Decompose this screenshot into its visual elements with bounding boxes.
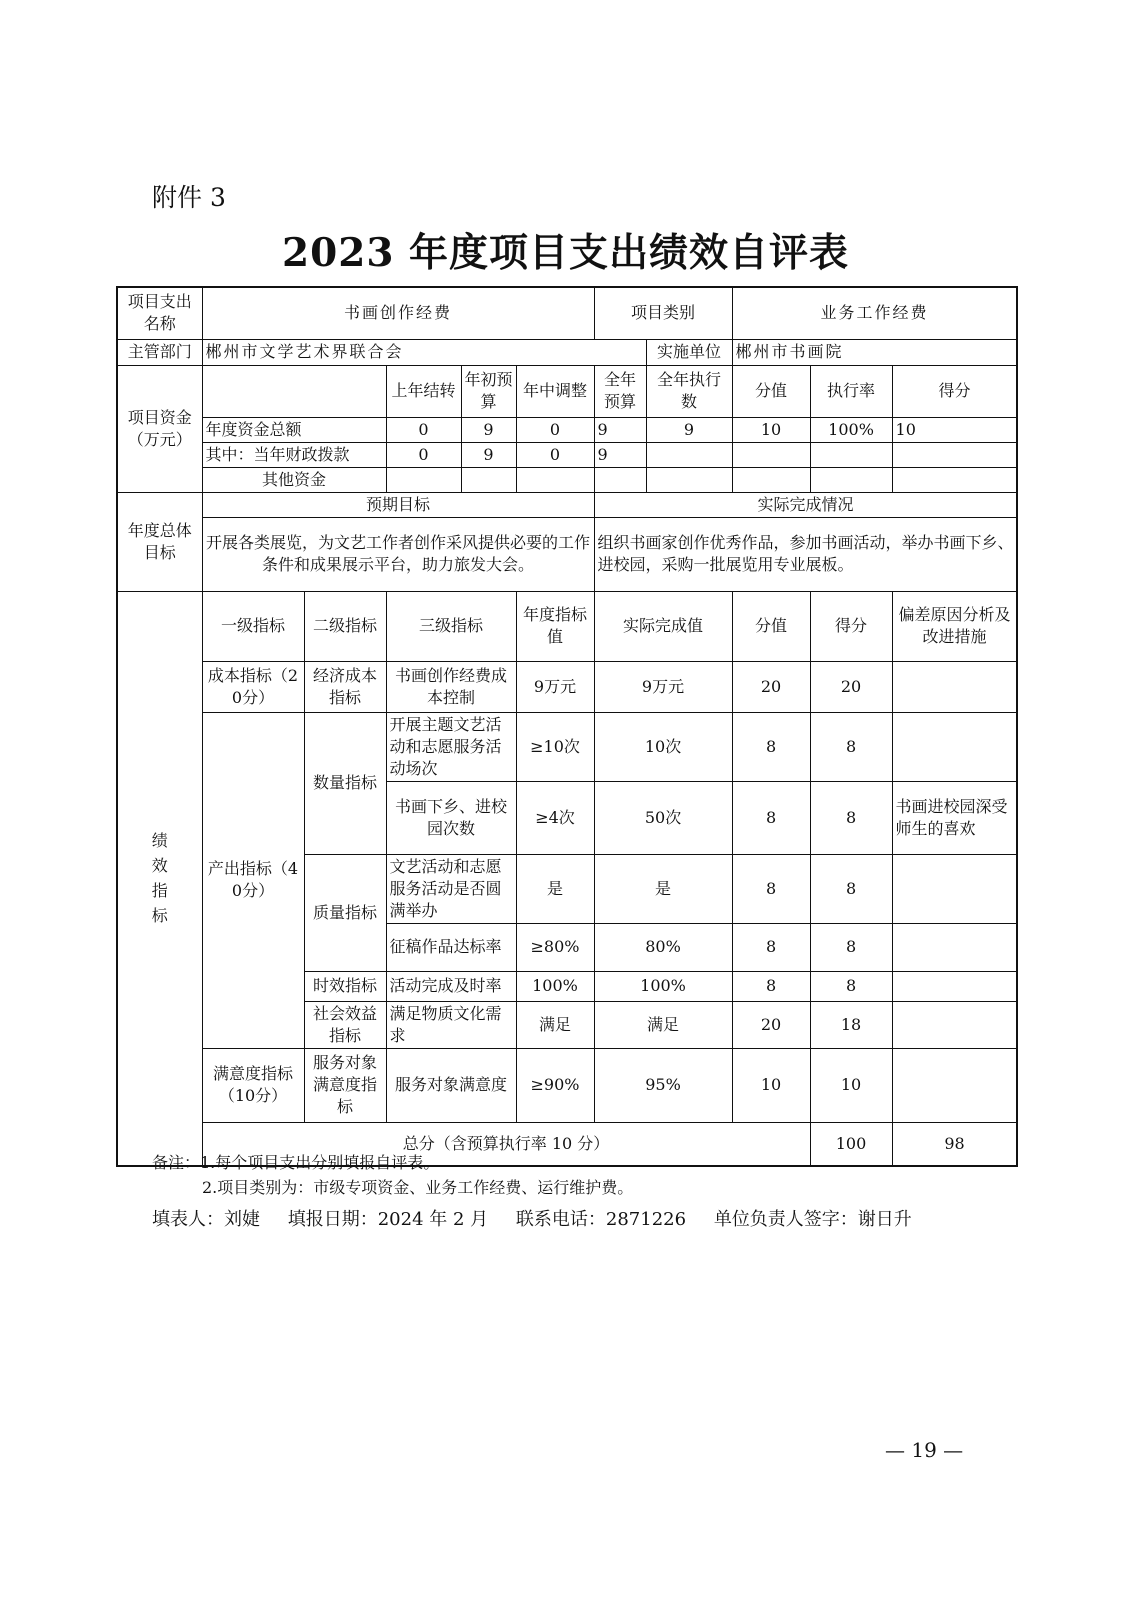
funds-cell: 9 [594, 417, 646, 442]
perf-reason [892, 971, 1017, 1001]
notes [152, 1150, 633, 1200]
perf-l3: 活动完成及时率 [386, 971, 516, 1001]
perf-actual: 80% [594, 923, 732, 971]
funds-cell [732, 442, 810, 467]
perf-reason: 书画进校园深受师生的喜欢 [892, 781, 1017, 854]
perf-l3: 征稿作品达标率 [386, 923, 516, 971]
fill-date: 填报日期：2024 年 2 月 [287, 1209, 489, 1230]
total-score: 100 [810, 1122, 892, 1166]
footer-info [152, 1205, 934, 1231]
perf-got: 8 [810, 923, 892, 971]
funds-cell: 0 [386, 442, 461, 467]
perf-got: 8 [810, 712, 892, 781]
perf-l3: 开展主题文艺活动和志愿服务活动场次 [386, 712, 516, 781]
goal-actual-label: 实际完成情况 [594, 492, 1017, 517]
header-row-name [117, 287, 1017, 339]
self-evaluation-table [116, 286, 1018, 1167]
note-line-1: 备注：1.每个项目支出分别填报自评表。 [152, 1153, 440, 1172]
funds-cell: 9 [461, 442, 516, 467]
funds-col-3: 全年预算 [594, 365, 646, 417]
funds-row-other [117, 467, 1017, 492]
header-row-dept [117, 339, 1017, 365]
perf-target: 9万元 [516, 661, 594, 712]
perf-label [117, 591, 202, 1166]
perf-got: 10 [810, 1048, 892, 1122]
project-type-label: 项目类别 [594, 287, 732, 339]
funds-row-label: 其中：当年财政拨款 [202, 442, 386, 467]
perf-l1-satisfaction: 满意度指标（10分） [202, 1048, 304, 1122]
perf-col-score: 分值 [732, 591, 810, 661]
funds-cell [810, 467, 892, 492]
perf-reason [892, 1048, 1017, 1122]
perf-reason [892, 1001, 1017, 1048]
table-row [117, 712, 1017, 781]
funds-col-4: 全年执行数 [646, 365, 732, 417]
perf-target: 是 [516, 854, 594, 923]
funds-header-row [117, 365, 1017, 417]
funds-cell [646, 467, 732, 492]
funds-cell: 9 [461, 417, 516, 442]
funds-cell [810, 442, 892, 467]
perf-l2-satisfaction: 服务对象满意度指标 [304, 1048, 386, 1122]
funds-col-0: 上年结转 [386, 365, 461, 417]
perf-col-target: 年度指标值 [516, 591, 594, 661]
funds-cell: 10 [892, 417, 1017, 442]
perf-score: 20 [732, 1001, 810, 1048]
impl-value: 郴州市书画院 [732, 339, 1017, 365]
perf-got: 18 [810, 1001, 892, 1048]
perf-actual: 100% [594, 971, 732, 1001]
perf-l2-social: 社会效益指标 [304, 1001, 386, 1048]
perf-got: 20 [810, 661, 892, 712]
perf-actual: 95% [594, 1048, 732, 1122]
goal-actual-text: 组织书画家创作优秀作品，参加书画活动，举办书画下乡、进校园，采购一批展览用专业展板。 [594, 517, 1017, 591]
perf-reason [892, 923, 1017, 971]
attachment-label: 附件 3 [152, 183, 226, 212]
funds-cell: 100% [810, 417, 892, 442]
perf-score: 20 [732, 661, 810, 712]
perf-l2-quality: 质量指标 [304, 854, 386, 971]
perf-actual: 10次 [594, 712, 732, 781]
goal-content-row [117, 517, 1017, 591]
funds-cell: 9 [646, 417, 732, 442]
dept-value: 郴州市文学艺术界联合会 [202, 339, 646, 365]
project-name-label: 项目支出名称 [117, 287, 202, 339]
perf-got: 8 [810, 971, 892, 1001]
perf-target: 满足 [516, 1001, 594, 1048]
perf-col-actual: 实际完成值 [594, 591, 732, 661]
funds-cell [732, 467, 810, 492]
perf-col-reason: 偏差原因分析及改进措施 [892, 591, 1017, 661]
perf-col-l1: 一级指标 [202, 591, 304, 661]
funds-cell: 0 [516, 442, 594, 467]
perf-actual: 是 [594, 854, 732, 923]
perf-l1-output: 产出指标（40分） [202, 712, 304, 1048]
funds-cell [892, 467, 1017, 492]
total-got: 98 [892, 1122, 1017, 1166]
perf-target: ≥10次 [516, 712, 594, 781]
perf-score: 8 [732, 971, 810, 1001]
perf-l3: 服务对象满意度 [386, 1048, 516, 1122]
funds-cell: 10 [732, 417, 810, 442]
perf-got: 8 [810, 781, 892, 854]
perf-got: 8 [810, 854, 892, 923]
project-name-value: 书画创作经费 [202, 287, 594, 339]
perf-target: ≥90% [516, 1048, 594, 1122]
funds-label: 项目资金（万元） [117, 365, 202, 492]
contact-phone: 联系电话：2871226 [515, 1209, 687, 1230]
perf-l3: 满足物质文化需求 [386, 1001, 516, 1048]
perf-target: ≥80% [516, 923, 594, 971]
note-line-2: 2.项目类别为：市级专项资金、业务工作经费、运行维护费。 [202, 1178, 634, 1197]
perf-score: 8 [732, 712, 810, 781]
perf-l2-quantity: 数量指标 [304, 712, 386, 854]
funds-cell [646, 442, 732, 467]
perf-header-row [117, 591, 1017, 661]
perf-reason [892, 712, 1017, 781]
funds-cell: 0 [386, 417, 461, 442]
perf-l1-cost: 成本指标（20分） [202, 661, 304, 712]
perf-score: 8 [732, 923, 810, 971]
perf-score: 10 [732, 1048, 810, 1122]
funds-cell [461, 467, 516, 492]
perf-actual: 9万元 [594, 661, 732, 712]
perf-label-text: 绩效指标 [151, 831, 168, 926]
leader-signature: 单位负责人签字：谢日升 [713, 1209, 912, 1230]
perf-col-l2: 二级指标 [304, 591, 386, 661]
goal-expected-text: 开展各类展览，为文艺工作者创作采风提供必要的工作条件和成果展示平台，助力旅发大会。 [202, 517, 594, 591]
funds-cell: 9 [594, 442, 646, 467]
perf-l3: 文艺活动和志愿服务活动是否圆满举办 [386, 854, 516, 923]
table-row [117, 1048, 1017, 1122]
funds-col-5: 分值 [732, 365, 810, 417]
impl-label: 实施单位 [646, 339, 732, 365]
perf-score: 8 [732, 854, 810, 923]
funds-cell [594, 467, 646, 492]
perf-reason [892, 661, 1017, 712]
project-type-value: 业务工作经费 [732, 287, 1017, 339]
perf-col-l3: 三级指标 [386, 591, 516, 661]
funds-cell: 0 [516, 417, 594, 442]
funds-row-total [117, 417, 1017, 442]
goal-label: 年度总体目标 [117, 492, 202, 591]
funds-col-6: 执行率 [810, 365, 892, 417]
funds-col-2: 年中调整 [516, 365, 594, 417]
perf-actual: 满足 [594, 1001, 732, 1048]
perf-col-got: 得分 [810, 591, 892, 661]
page-number: — 19 — [885, 1438, 964, 1462]
funds-cell [386, 467, 461, 492]
funds-cell [892, 442, 1017, 467]
perf-l2-economic: 经济成本指标 [304, 661, 386, 712]
perf-score: 8 [732, 781, 810, 854]
goal-expected-label: 预期目标 [202, 492, 594, 517]
perf-reason [892, 854, 1017, 923]
dept-label: 主管部门 [117, 339, 202, 365]
table-row [117, 661, 1017, 712]
funds-blank-cell [202, 365, 386, 417]
total-label: 总分（含预算执行率 10 分） [202, 1122, 810, 1166]
perf-l3: 书画创作经费成本控制 [386, 661, 516, 712]
funds-row-label: 其他资金 [202, 467, 386, 492]
perf-l2-time: 时效指标 [304, 971, 386, 1001]
perf-actual: 50次 [594, 781, 732, 854]
perf-l3: 书画下乡、进校园次数 [386, 781, 516, 854]
filler-name: 填表人：刘婕 [152, 1209, 260, 1230]
perf-target: ≥4次 [516, 781, 594, 854]
funds-col-7: 得分 [892, 365, 1017, 417]
goal-header-row [117, 492, 1017, 517]
funds-cell [516, 467, 594, 492]
perf-target: 100% [516, 971, 594, 1001]
page-title: 2023 年度项目支出绩效自评表 [281, 230, 850, 276]
funds-col-1: 年初预算 [461, 365, 516, 417]
funds-row-label: 年度资金总额 [202, 417, 386, 442]
funds-row-fiscal [117, 442, 1017, 467]
